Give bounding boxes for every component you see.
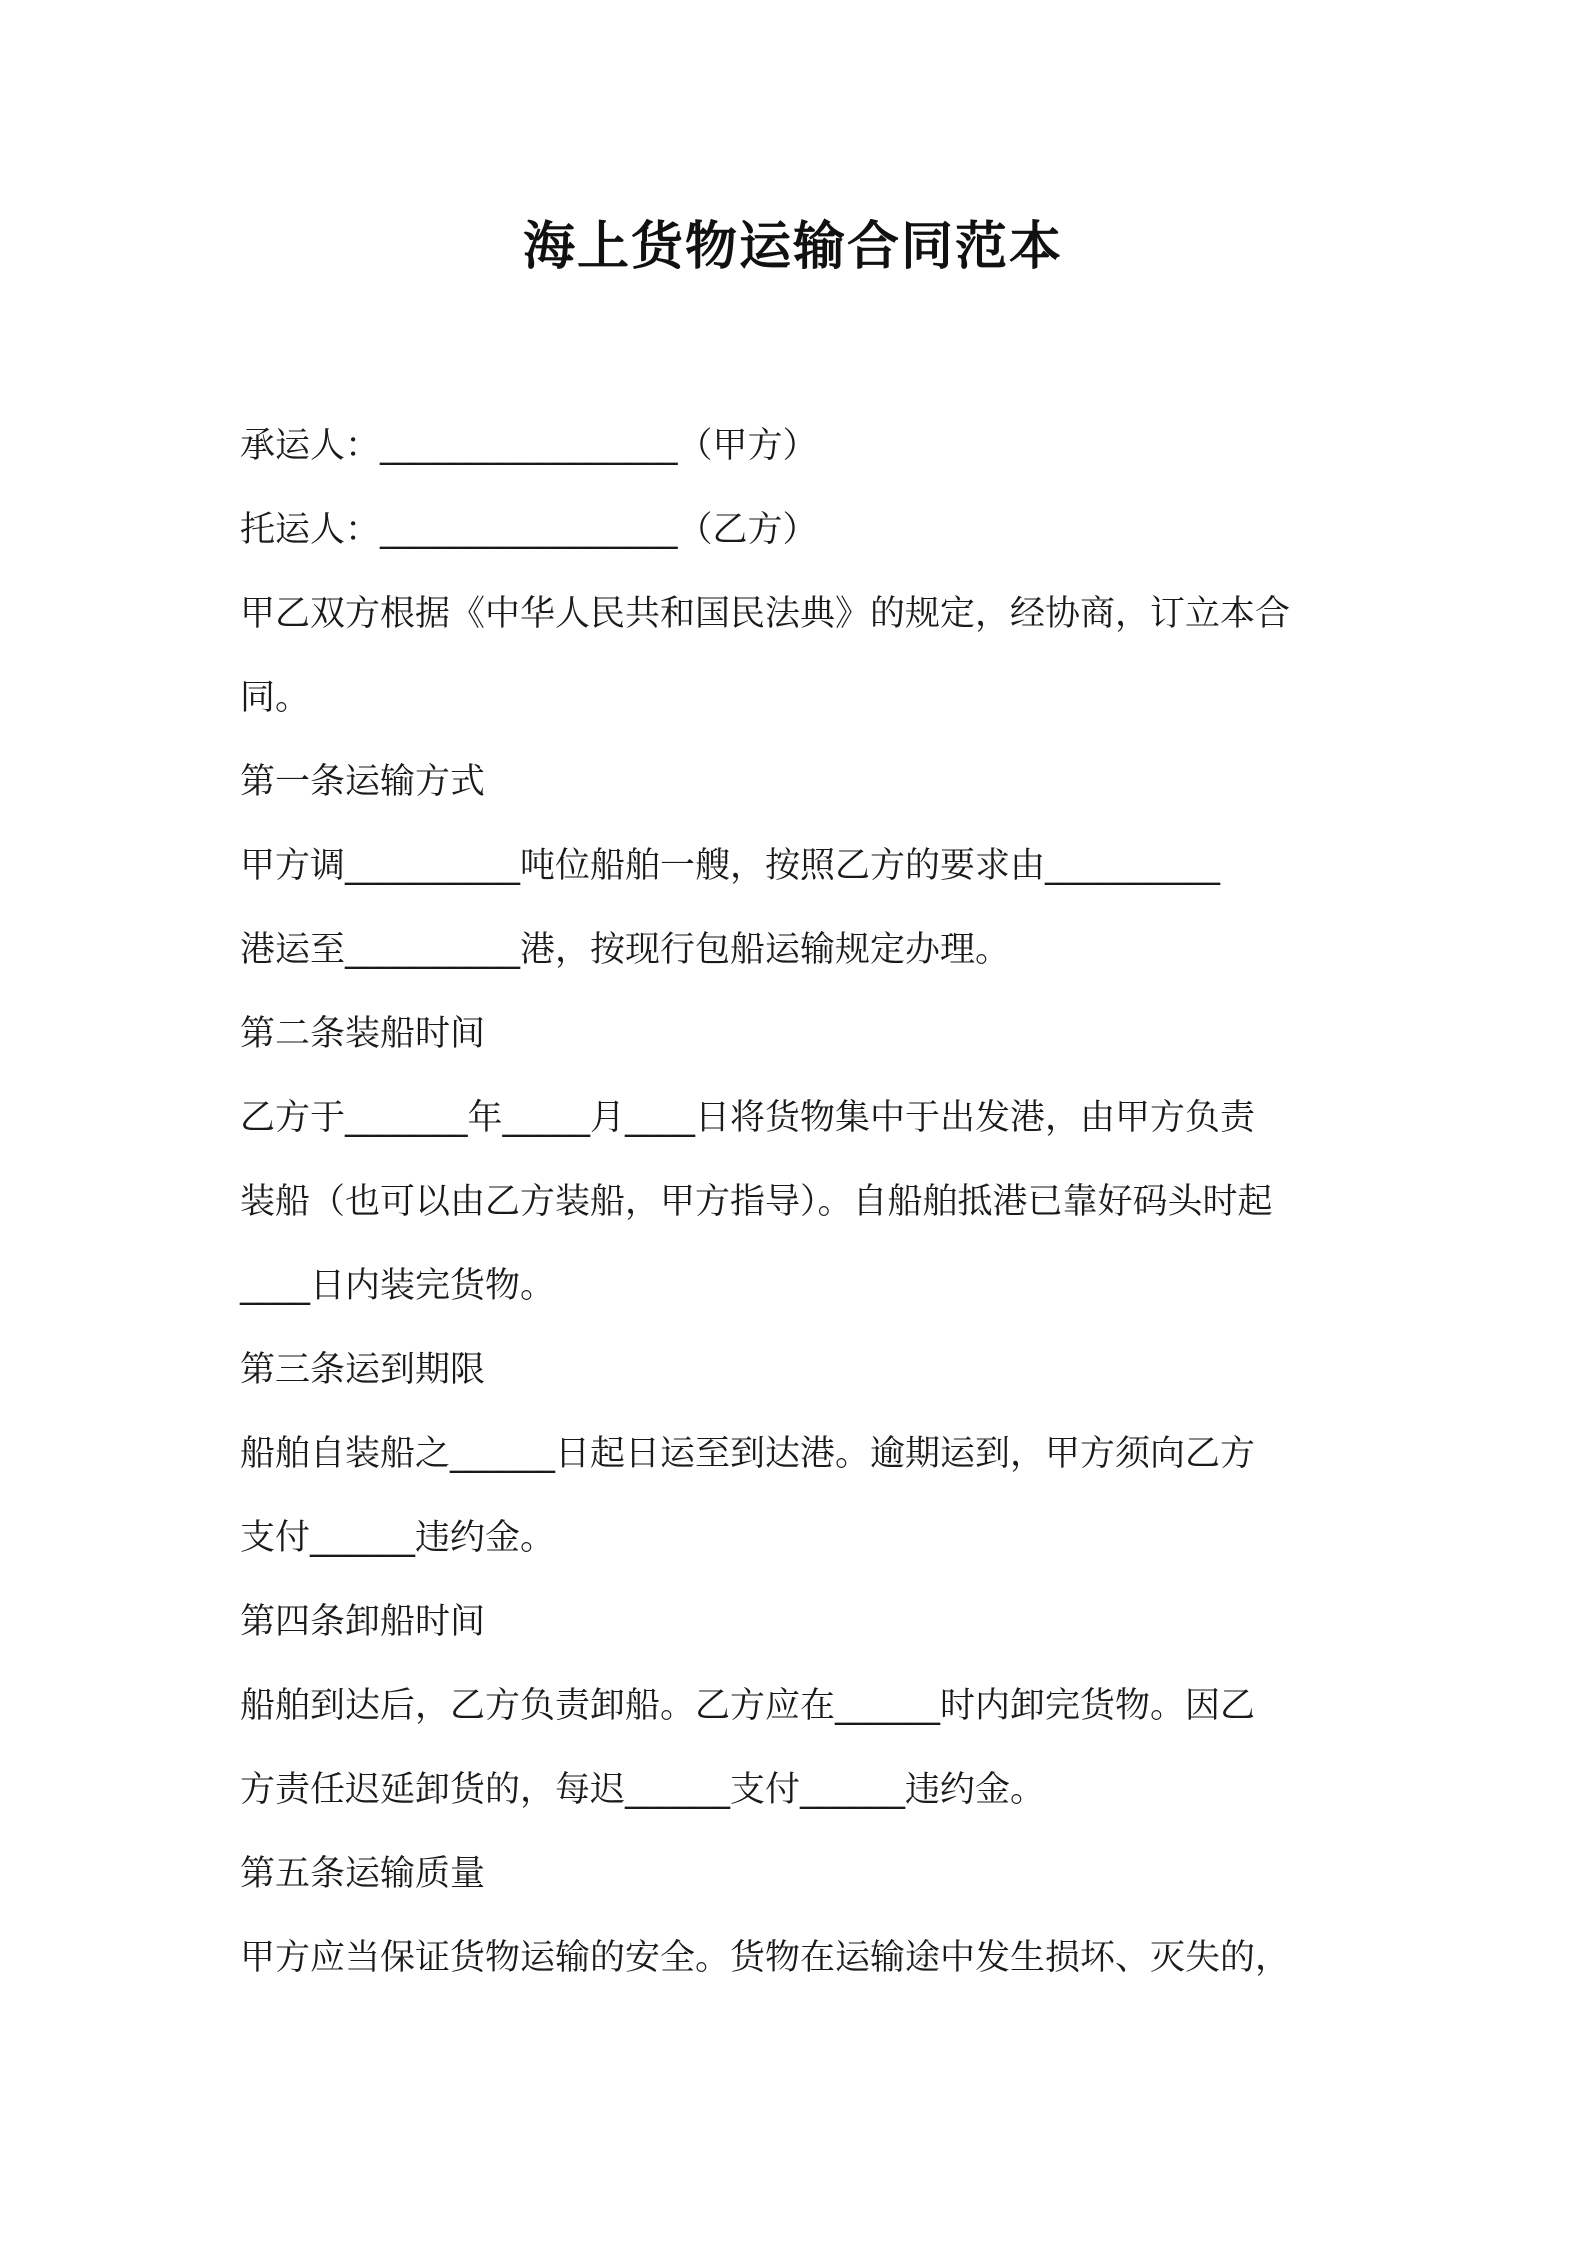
article-3-text-1: 船舶自装船之______日起日运至到达港。逾期运到，甲方须向乙方 <box>240 1434 1256 1474</box>
article-4-text-1: 船舶到达后，乙方负责卸船。乙方应在______时内卸完货物。因乙 <box>240 1686 1256 1726</box>
document-body <box>240 404 1350 2000</box>
article-2-text-1: 乙方于_______年_____月____日将货物集中于出发港，由甲方负责 <box>240 1098 1256 1138</box>
carrier-line: 承运人：_________________（甲方） <box>240 426 818 466</box>
article-2-text-3: ____日内装完货物。 <box>240 1266 556 1306</box>
article-1-text-2: 港运至__________港，按现行包船运输规定办理。 <box>240 930 1011 970</box>
article-1-text-1: 甲方调__________吨位船舶一艘，按照乙方的要求由__________ <box>240 846 1221 886</box>
preamble-line-1: 甲乙双方根据《中华人民共和国民法典》的规定，经协商，订立本合 <box>240 594 1291 634</box>
article-3-heading: 第三条运到期限 <box>240 1350 486 1390</box>
article-5-text-1: 甲方应当保证货物运输的安全。货物在运输途中发生损坏、灭失的， <box>240 1938 1291 1978</box>
article-3-text-2: 支付______违约金。 <box>240 1518 556 1558</box>
article-5-heading: 第五条运输质量 <box>240 1854 486 1894</box>
article-1-heading: 第一条运输方式 <box>240 762 486 802</box>
article-4-heading: 第四条卸船时间 <box>240 1602 486 1642</box>
shipper-line: 托运人：_________________（乙方） <box>240 510 818 550</box>
document-title: 海上货物运输合同范本 <box>522 217 1063 277</box>
article-2-heading: 第二条装船时间 <box>240 1014 486 1054</box>
preamble-line-2: 同。 <box>240 678 311 718</box>
article-4-text-2: 方责任迟延卸货的，每迟______支付______违约金。 <box>240 1770 1046 1810</box>
article-2-text-2: 装船（也可以由乙方装船，甲方指导）。自船舶抵港已靠好码头时起 <box>240 1182 1273 1222</box>
